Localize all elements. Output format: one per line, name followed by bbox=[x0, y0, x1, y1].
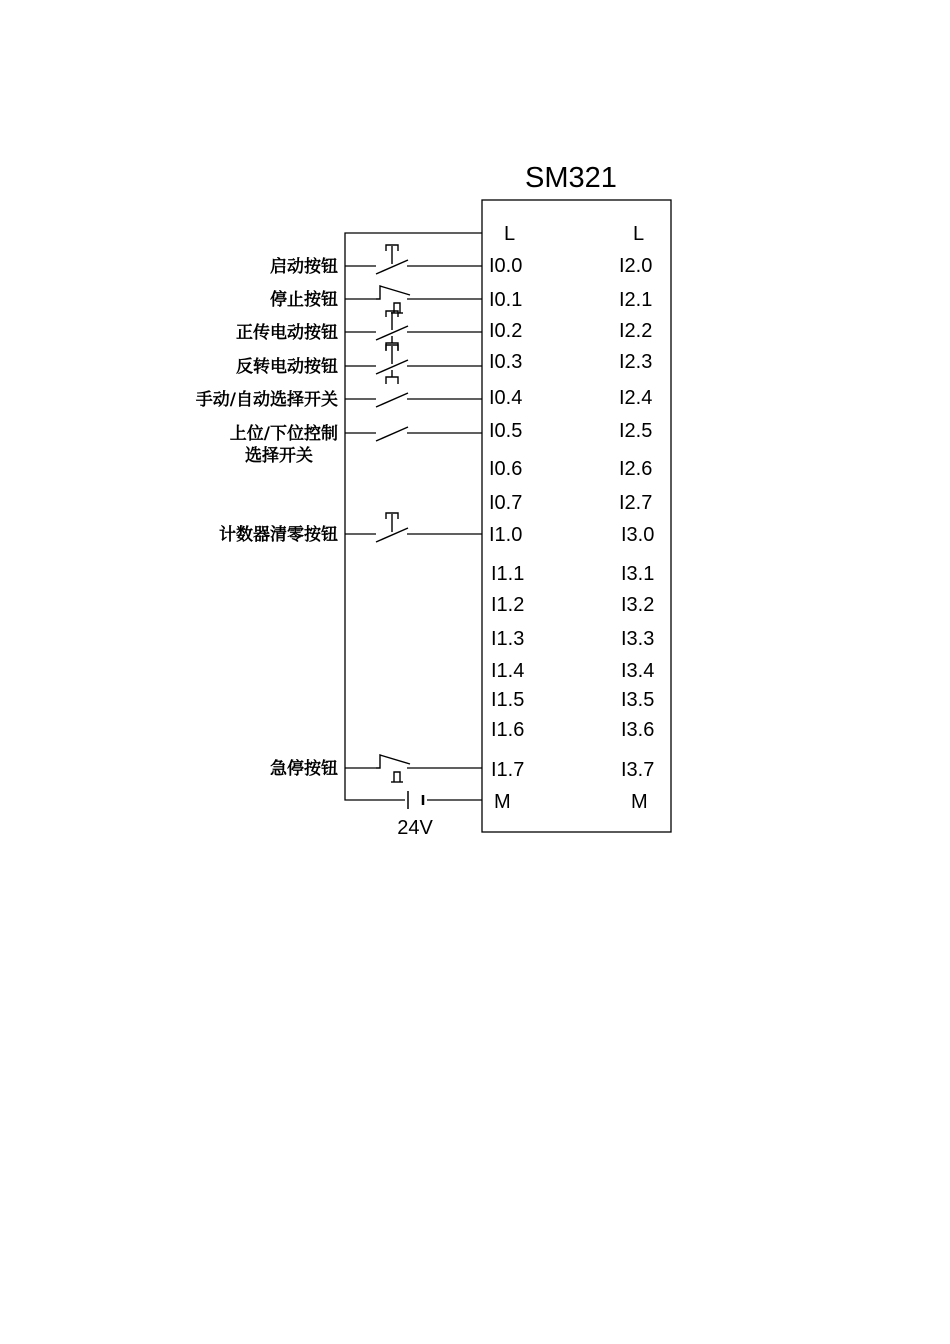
input-label: 反转电动按钮 bbox=[236, 357, 338, 377]
terminal-label: I2.0 bbox=[619, 255, 653, 277]
input-label: 停止按钮 bbox=[270, 290, 338, 310]
input-label: 上位/下位控制 bbox=[229, 424, 338, 444]
supply-label: 24V bbox=[397, 817, 433, 839]
terminal-label: I0.1 bbox=[489, 289, 523, 311]
terminal-label: I0.3 bbox=[489, 351, 523, 373]
terminal-label: I0.4 bbox=[489, 387, 523, 409]
input-switch-I1-0 bbox=[345, 513, 482, 542]
battery-symbol bbox=[408, 791, 423, 809]
terminal-label: I0.2 bbox=[489, 320, 523, 342]
common-bus bbox=[345, 233, 482, 800]
terminal-label: I3.4 bbox=[621, 660, 655, 682]
input-switch-I0-1 bbox=[345, 286, 482, 313]
input-switch-I1-7 bbox=[345, 755, 482, 782]
input-switch-I0-2 bbox=[345, 311, 482, 340]
terminal-label: I3.6 bbox=[621, 719, 655, 741]
input-label: 计数器清零按钮 bbox=[219, 525, 338, 545]
terminal-label: I3.5 bbox=[621, 689, 655, 711]
input-switch-I0-3 bbox=[345, 345, 482, 374]
terminal-label: I2.3 bbox=[619, 351, 653, 373]
terminal-label: I1.6 bbox=[491, 719, 525, 741]
terminal-label: I2.1 bbox=[619, 289, 653, 311]
input-label: 启动按钮 bbox=[270, 257, 338, 277]
terminal-label: I1.4 bbox=[491, 660, 525, 682]
terminal-label: I2.5 bbox=[619, 420, 653, 442]
terminal-label: I2.2 bbox=[619, 320, 653, 342]
terminal-label: I0.0 bbox=[489, 255, 523, 277]
input-switch-I0-0 bbox=[345, 245, 482, 274]
input-label: 急停按钮 bbox=[270, 759, 338, 779]
terminal-label: I0.7 bbox=[489, 492, 523, 514]
terminal-label: I3.1 bbox=[621, 563, 655, 585]
input-label: 手动/自动选择开关 bbox=[195, 390, 338, 410]
module-title: SM321 bbox=[525, 162, 617, 194]
input-switch-I0-5 bbox=[345, 427, 482, 441]
terminal-label: I2.7 bbox=[619, 492, 653, 514]
terminal-label: M bbox=[631, 791, 648, 813]
terminal-label: M bbox=[494, 791, 511, 813]
input-label: 正传电动按钮 bbox=[236, 323, 338, 343]
terminal-label: I1.1 bbox=[491, 563, 525, 585]
terminal-column-right bbox=[619, 223, 654, 813]
terminal-column-left bbox=[489, 223, 524, 813]
terminal-label: L bbox=[633, 223, 645, 245]
terminal-label: I0.5 bbox=[489, 420, 523, 442]
terminal-label: I1.7 bbox=[491, 759, 525, 781]
input-switch-I0-4 bbox=[345, 393, 482, 407]
terminal-label: L bbox=[504, 223, 516, 245]
terminal-label: I1.2 bbox=[491, 594, 525, 616]
terminal-label: I1.5 bbox=[491, 689, 525, 711]
input-label-line2: 选择开关 bbox=[245, 446, 313, 466]
input-labels bbox=[196, 256, 338, 779]
terminal-label: I3.3 bbox=[621, 628, 655, 650]
terminal-label: I3.7 bbox=[621, 759, 655, 781]
terminal-label: I2.6 bbox=[619, 458, 653, 480]
terminal-label: I2.4 bbox=[619, 387, 653, 409]
input-devices bbox=[345, 245, 482, 782]
terminal-label: I0.6 bbox=[489, 458, 523, 480]
terminal-label: I1.0 bbox=[489, 524, 523, 546]
terminal-label: I1.3 bbox=[491, 628, 525, 650]
terminal-label: I3.2 bbox=[621, 594, 655, 616]
terminal-label: I3.0 bbox=[621, 524, 655, 546]
